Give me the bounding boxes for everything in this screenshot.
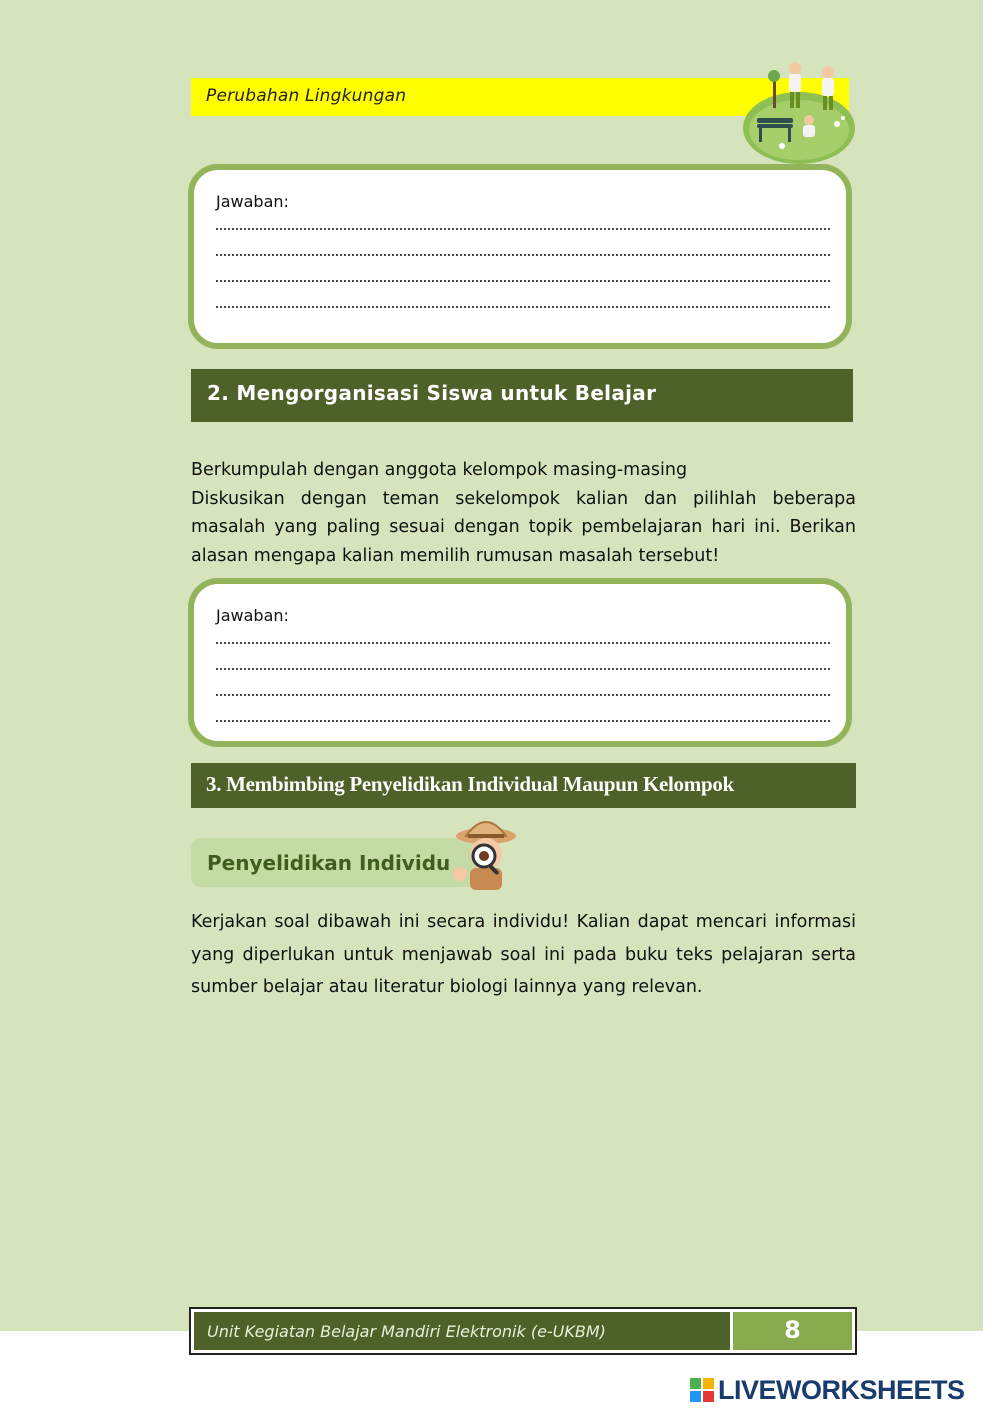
explorer-magnifier-icon bbox=[448, 816, 520, 892]
section-3-instructions: Kerjakan soal dibawah ini secara individu! Kalian dapat mencari informasi yang diperlukan untuk menjawab soal ini pada buku teks pelajaran serta sumber belajar atau literatur biologi lainnya yang relevan. bbox=[191, 912, 856, 997]
page-number-box bbox=[733, 1312, 852, 1350]
subsection-label: Penyelidikan Individu bbox=[207, 851, 451, 875]
answer-line-1[interactable] bbox=[216, 642, 830, 644]
answer-line-1[interactable] bbox=[216, 228, 830, 230]
section-3-heading-bar bbox=[191, 763, 856, 808]
footer bbox=[189, 1307, 857, 1355]
answer-box-2 bbox=[188, 578, 852, 747]
header-title: Perubahan Lingkungan bbox=[206, 86, 407, 106]
answer-box-1 bbox=[188, 164, 852, 349]
answer-label: Jawaban: bbox=[216, 192, 289, 211]
answer-line-4[interactable] bbox=[216, 306, 830, 308]
answer-line-2[interactable] bbox=[216, 254, 830, 256]
subsection-pill bbox=[191, 838, 491, 887]
answer-line-4[interactable] bbox=[216, 720, 830, 722]
instruction-line-1: Berkumpulah dengan anggota kelompok masing-masing bbox=[191, 460, 688, 480]
answer-line-3[interactable] bbox=[216, 694, 830, 696]
section-2-instructions bbox=[191, 456, 856, 570]
liveworksheets-logo-icon bbox=[690, 1378, 714, 1402]
footer-text-bar bbox=[194, 1312, 730, 1350]
section-2-heading-bar bbox=[191, 369, 853, 422]
answer-label: Jawaban: bbox=[216, 606, 289, 625]
section-3-title: 3. Membimbing Penyelidikan Individual Maupun Kelompok bbox=[206, 772, 734, 796]
section-2-title: 2. Mengorganisasi Siswa untuk Belajar bbox=[207, 381, 657, 405]
instruction-paragraph: Diskusikan dengan teman sekelompok kalian dan pilihlah beberapa masalah yang paling sesuai dengan topik pembelajaran hari ini. Berikan alasan mengapa kalian memilih rumusan masalah tersebut! bbox=[191, 488, 856, 566]
park-cleanup-illustration bbox=[742, 58, 858, 164]
answer-line-3[interactable] bbox=[216, 280, 830, 282]
footer-text: Unit Kegiatan Belajar Mandiri Elektronik (e-UKBM) bbox=[207, 1322, 606, 1341]
page-number: 8 bbox=[784, 1316, 801, 1344]
liveworksheets-wordmark: LIVEWORKSHEETS bbox=[718, 1374, 965, 1405]
liveworksheets-brand bbox=[690, 1374, 965, 1406]
answer-line-2[interactable] bbox=[216, 668, 830, 670]
